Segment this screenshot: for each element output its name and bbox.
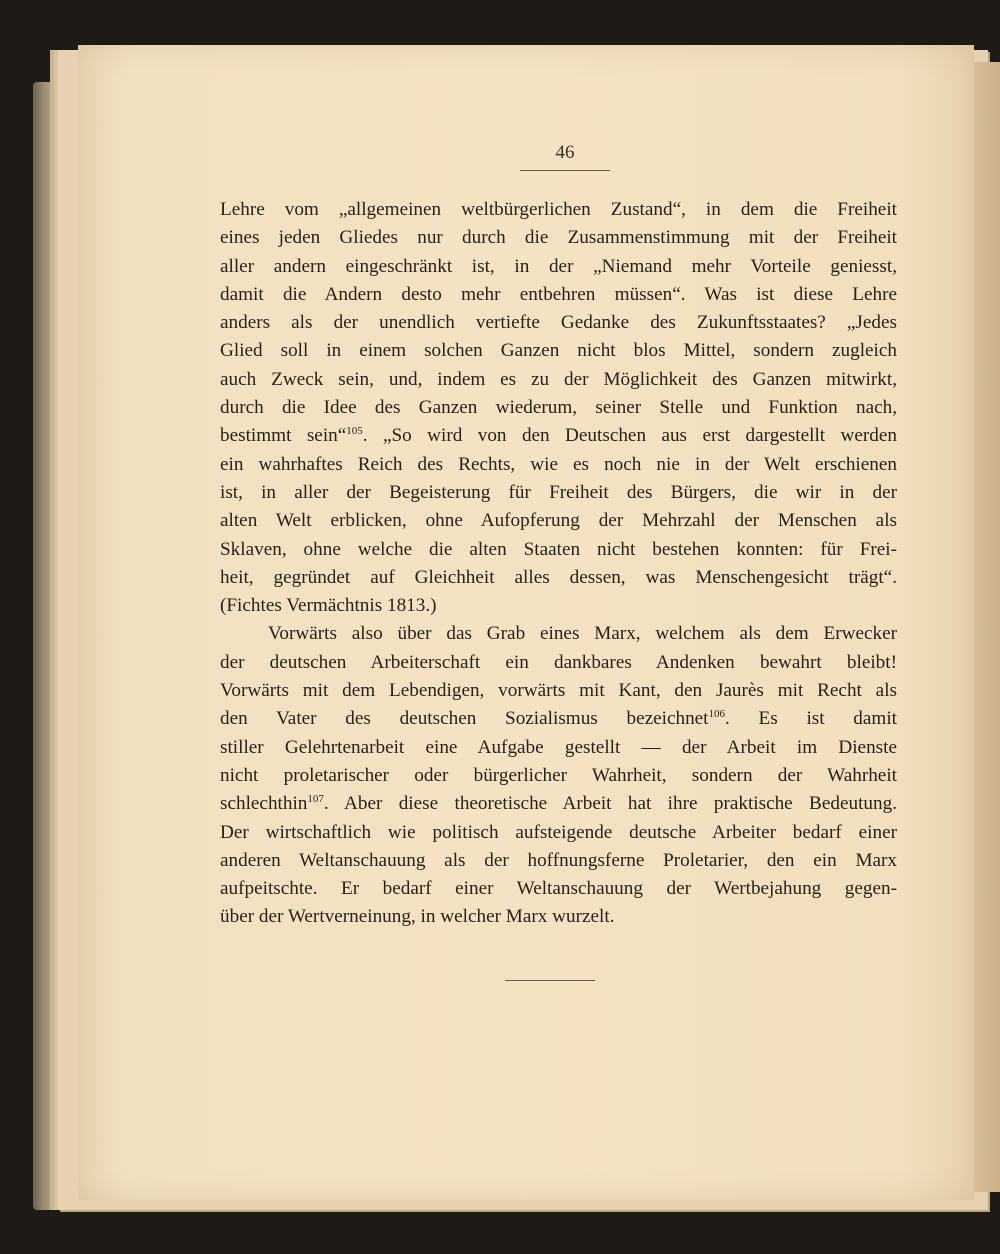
text-run: . Es ist damit [725, 708, 898, 730]
text-line-with-note [220, 422, 897, 450]
text-line: stiller Gelehrtenarbeit eine Aufgabe gestellt — der Arbeit im Dienste [220, 736, 897, 758]
text-run: bestimmt sein“ [220, 425, 347, 447]
text-line: Glied soll in einem solchen Ganzen nicht blos Mittel, sondern zugleich [220, 340, 897, 362]
text-line: aufpeitschte. Er bedarf einer Weltanschauung der Wertbejahung gegen- [220, 878, 897, 900]
text-line: Der wirtschaftlich wie politisch aufsteigende deutsche Arbeiter bedarf einer [220, 821, 897, 843]
footnote-ref: 107 [307, 793, 324, 806]
text-line: der deutschen Arbeiterschaft ein dankbares Andenken bewahrt bleibt! [220, 651, 897, 673]
text-line: aller andern eingeschränkt ist, in der „Niemand mehr Vorteile geniesst, [220, 255, 897, 277]
text-line: heit, gegründet auf Gleichheit alles dessen, was Menschengesicht trägt“. [220, 566, 897, 588]
text-line: Lehre vom „allgemeinen weltbürgerlichen Zustand“, in dem die Freiheit [220, 199, 897, 220]
text-line: über der Wertverneinung, in welcher Marx wurzelt. [220, 906, 615, 928]
text-line-with-note [220, 790, 897, 818]
text-line: Sklaven, ohne welche die alten Staaten nicht bestehen konnten: für Frei- [220, 538, 897, 560]
text-line-with-note [220, 705, 897, 733]
text-line: ein wahrhaftes Reich des Rechts, wie es noch nie in der Welt erschienen [220, 453, 897, 475]
page-number: 46 [555, 142, 575, 163]
header-rule [520, 170, 610, 171]
text-run: den Vater des deutschen Sozialismus bezeichnet [220, 708, 709, 730]
footnote-ref: 105 [346, 425, 363, 438]
text-line: anderen Weltanschauung als der hoffnungsferne Proletarier, den ein Marx [220, 849, 897, 871]
text-line: nicht proletarischer oder bürgerlicher Wahrheit, sondern der Wahrheit [220, 764, 897, 786]
text-run: . Aber diese theoretische Arbeit hat ihre praktische Bedeutung. [323, 793, 897, 815]
text-line: auch Zweck sein, und, indem es zu der Möglichkeit des Ganzen mitwirkt, [220, 368, 897, 390]
next-page-edge [972, 62, 1000, 1192]
text-line: damit die Andern desto mehr entbehren müssen“. Was ist diese Lehre [220, 283, 897, 305]
text-run: . „So wird von den Deutschen aus erst dargestellt werden [362, 425, 897, 447]
text-line: eines jeden Gliedes nur durch die Zusammenstimmung mit der Freiheit [220, 227, 897, 249]
text-line: Vorwärts also über das Grab eines Marx, welchem als dem Erwecker [268, 623, 897, 645]
text-run: schlechthin [220, 793, 308, 815]
footnote-ref: 106 [708, 708, 726, 721]
text-line: alten Welt erblicken, ohne Aufopferung der Mehrzahl der Menschen als [220, 510, 897, 532]
text-line: (Fichtes Vermächtnis 1813.) [220, 595, 437, 617]
text-line: Vorwärts mit dem Lebendigen, vorwärts mit Kant, den Jaurès mit Recht als [220, 680, 897, 702]
footnote-rule [505, 980, 595, 981]
text-line: anders als der unendlich vertiefte Gedanke des Zukunftsstaates? „Jedes [220, 312, 897, 334]
paragraph-2 [220, 620, 897, 931]
paragraph-1 [220, 196, 897, 620]
text-line: durch die Idee des Ganzen wiederum, seiner Stelle und Funktion nach, [220, 397, 897, 419]
text-line: ist, in aller der Begeisterung für Freiheit des Bürgers, die wir in der [220, 481, 897, 503]
page-body [220, 196, 897, 932]
